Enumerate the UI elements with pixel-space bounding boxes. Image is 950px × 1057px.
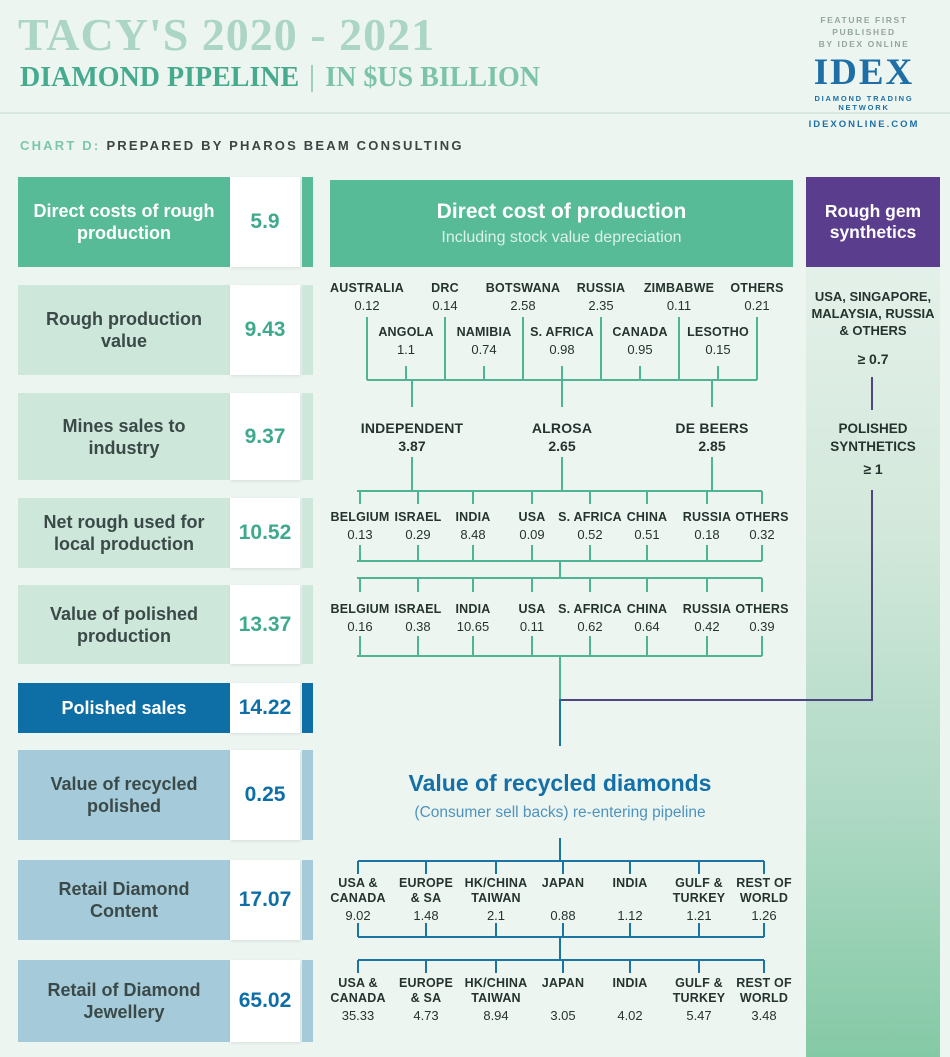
pipeline-row-label: Direct costs of rough production bbox=[18, 177, 230, 267]
node-label: REST OF WORLD bbox=[736, 876, 792, 905]
node-label: DE BEERS bbox=[675, 420, 749, 436]
pipeline-row-net-rough-used-for-local-production bbox=[18, 498, 313, 568]
node-label: INDIA bbox=[455, 510, 491, 524]
node-polished-production-india bbox=[455, 602, 490, 634]
pipeline-row-value: 5.9 bbox=[230, 177, 300, 267]
node-value: 2.35 bbox=[588, 298, 614, 313]
node-label: ISRAEL bbox=[394, 510, 442, 524]
pipeline-row-direct-costs-of-rough-production bbox=[18, 177, 313, 267]
node-value: 0.11 bbox=[666, 298, 692, 313]
node-cutting-centers-rough-china bbox=[627, 510, 668, 542]
header-divider bbox=[0, 112, 950, 114]
node-value: 2.85 bbox=[698, 438, 726, 454]
node-label: RUSSIA bbox=[682, 510, 732, 524]
pipeline-row-value: 9.37 bbox=[230, 393, 300, 480]
pipeline-row-value: 9.43 bbox=[230, 285, 300, 375]
node-label: USA & CANADA bbox=[330, 976, 386, 1005]
node-value: 1.26 bbox=[751, 908, 777, 923]
idex-logo: IDEX bbox=[813, 52, 915, 93]
node-label: OTHERS bbox=[735, 602, 789, 616]
node-value: 0.38 bbox=[405, 619, 431, 634]
node-value: 35.33 bbox=[341, 1008, 375, 1023]
pipeline-row-label: Rough production value bbox=[18, 285, 230, 375]
node-producers-row2-lesotho bbox=[687, 325, 749, 357]
node-label: EUROPE & SA bbox=[399, 876, 453, 905]
pipeline-row-value: 17.07 bbox=[230, 860, 300, 940]
node-miners-independent bbox=[361, 420, 464, 454]
node-label: BOTSWANA bbox=[485, 281, 561, 295]
node-value: 0.52 bbox=[577, 527, 603, 542]
pipeline-row-value-of-polished-production bbox=[18, 585, 313, 664]
node-value: 1.1 bbox=[396, 342, 416, 357]
node-retail-content-usa-canada bbox=[330, 876, 385, 923]
page-subtitle bbox=[20, 62, 540, 94]
pipeline-row-polished-sales bbox=[18, 683, 313, 733]
pipeline-row-rough-production-value bbox=[18, 285, 313, 375]
pipeline-row-value: 14.22 bbox=[230, 683, 300, 733]
pipeline-row-value: 13.37 bbox=[230, 585, 300, 664]
node-value: 0.29 bbox=[405, 527, 431, 542]
node-label: BELGIUM bbox=[330, 602, 390, 616]
node-label: USA bbox=[518, 510, 546, 524]
node-value: 3.87 bbox=[398, 438, 426, 454]
pipeline-row-value-of-recycled-polished bbox=[18, 750, 313, 840]
node-value: 0.18 bbox=[694, 527, 720, 542]
node-label: CHINA bbox=[626, 602, 668, 616]
node-label: HK/CHINA TAIWAN bbox=[464, 876, 528, 905]
node-label: S. AFRICA bbox=[558, 510, 622, 524]
pipeline-row-label: Retail of Diamond Jewellery bbox=[18, 960, 230, 1042]
node-retail-jewellery-rest-of-world bbox=[736, 976, 792, 1023]
pipeline-row-strip bbox=[302, 585, 313, 664]
node-label: ALROSA bbox=[531, 420, 593, 436]
node-label: RUSSIA bbox=[682, 602, 732, 616]
node-label: USA bbox=[518, 602, 546, 616]
node-value: 0.32 bbox=[749, 527, 775, 542]
node-label: CHINA bbox=[626, 510, 668, 524]
pipeline-row-retail-diamond-content bbox=[18, 860, 313, 940]
node-label: S. AFRICA bbox=[558, 602, 622, 616]
node-value: 2.1 bbox=[486, 908, 506, 923]
node-producers-row2-angola bbox=[378, 325, 433, 357]
node-value: 0.62 bbox=[577, 619, 603, 634]
node-label: USA & CANADA bbox=[330, 876, 386, 905]
node-retail-content-gulf-turkey bbox=[673, 876, 726, 923]
node-cutting-centers-rough-s-africa bbox=[558, 510, 622, 542]
node-retail-content-india bbox=[612, 876, 647, 923]
node-label: DRC bbox=[431, 281, 459, 295]
node-value: 5.47 bbox=[686, 1008, 712, 1023]
node-cutting-centers-rough-israel bbox=[394, 510, 441, 542]
idex-tagline: DIAMOND TRADING NETWORK bbox=[814, 94, 914, 112]
node-cutting-centers-rough-india bbox=[455, 510, 490, 542]
node-label: HK/CHINA TAIWAN bbox=[464, 976, 528, 1005]
node-cutting-centers-rough-russia bbox=[683, 510, 731, 542]
pipeline-row-strip bbox=[302, 683, 313, 733]
pipeline-row-label: Mines sales to industry bbox=[18, 393, 230, 480]
node-polished-production-usa bbox=[519, 602, 546, 634]
subtitle-divider bbox=[311, 65, 313, 92]
node-retail-jewellery-gulf-turkey bbox=[673, 976, 726, 1023]
pipeline-row-strip bbox=[302, 960, 313, 1042]
pipeline-row-retail-of-diamond-jewellery bbox=[18, 960, 313, 1042]
pipeline-row-strip bbox=[302, 498, 313, 568]
node-label: INDEPENDENT bbox=[360, 420, 464, 436]
subtitle-text: DIAMOND PIPELINE bbox=[20, 62, 300, 93]
node-value: 0.21 bbox=[744, 298, 770, 313]
node-value: 0.16 bbox=[347, 619, 373, 634]
node-label: S. AFRICA bbox=[530, 325, 594, 339]
node-value: 0.42 bbox=[694, 619, 720, 634]
node-label: NAMIBIA bbox=[456, 325, 512, 339]
node-value: 0.64 bbox=[634, 619, 660, 634]
node-producers-row2-namibia bbox=[457, 325, 512, 357]
pipeline-row-label: Retail Diamond Content bbox=[18, 860, 230, 940]
node-producers-row2-canada bbox=[612, 325, 667, 357]
pipeline-row-value: 10.52 bbox=[230, 498, 300, 568]
node-label: INDIA bbox=[455, 602, 491, 616]
node-label: RUSSIA bbox=[576, 281, 626, 295]
node-cutting-centers-rough-belgium bbox=[330, 510, 389, 542]
node-value: 1.21 bbox=[686, 908, 712, 923]
chart-credit-text: PREPARED BY PHAROS BEAM CONSULTING bbox=[106, 138, 464, 153]
node-label: GULF & TURKEY bbox=[672, 976, 726, 1005]
node-polished-production-others bbox=[735, 602, 788, 634]
node-retail-jewellery-europe-sa bbox=[399, 976, 453, 1023]
production-header bbox=[330, 180, 793, 267]
node-value: 0.12 bbox=[354, 298, 380, 313]
node-polished-production-israel bbox=[394, 602, 441, 634]
node-polished-production-s-africa bbox=[558, 602, 622, 634]
node-value: 2.58 bbox=[510, 298, 536, 313]
synthetics-origin-label: USA, SINGAPORE, MALAYSIA, RUSSIA & OTHERS bbox=[811, 289, 935, 338]
synthetics-header: Rough gem synthetics bbox=[806, 177, 940, 267]
pipeline-row-label: Net rough used for local production bbox=[18, 498, 230, 568]
node-value: 10.65 bbox=[456, 619, 490, 634]
node-miners-de-beers bbox=[675, 420, 748, 454]
node-label: INDIA bbox=[612, 976, 648, 990]
node-value: 0.39 bbox=[749, 619, 775, 634]
node-label: ZIMBABWE bbox=[643, 281, 715, 295]
node-retail-content-hk-china-taiwan bbox=[465, 876, 528, 923]
polished-synthetics-value: ≥ 1 bbox=[863, 461, 883, 477]
node-label: OTHERS bbox=[735, 510, 789, 524]
node-retail-jewellery-japan bbox=[542, 976, 584, 1023]
node-producers-row2-s-africa bbox=[530, 325, 594, 357]
node-value: 3.48 bbox=[751, 1008, 777, 1023]
node-value: 0.74 bbox=[471, 342, 497, 357]
subtitle-units: IN $US BILLION bbox=[325, 62, 540, 93]
node-producers-row1-others bbox=[730, 281, 783, 313]
node-value: 4.02 bbox=[617, 1008, 643, 1023]
node-label: LESOTHO bbox=[687, 325, 749, 339]
node-label: JAPAN bbox=[541, 976, 585, 990]
node-value: 2.65 bbox=[548, 438, 576, 454]
node-retail-jewellery-india bbox=[612, 976, 647, 1023]
node-retail-content-europe-sa bbox=[399, 876, 453, 923]
node-cutting-centers-rough-usa bbox=[519, 510, 546, 542]
node-retail-jewellery-hk-china-taiwan bbox=[465, 976, 528, 1023]
node-producers-row1-drc bbox=[431, 281, 459, 313]
node-retail-content-japan bbox=[542, 876, 584, 923]
node-value: 3.05 bbox=[550, 1008, 576, 1023]
chart-credit-line bbox=[20, 138, 464, 153]
node-label: REST OF WORLD bbox=[736, 976, 792, 1005]
node-label: ANGOLA bbox=[378, 325, 434, 339]
idex-website-link[interactable]: IDEXONLINE.COM bbox=[808, 119, 920, 130]
pipeline-row-strip bbox=[302, 860, 313, 940]
node-producers-row1-botswana bbox=[486, 281, 561, 313]
node-polished-production-belgium bbox=[330, 602, 389, 634]
node-label: ISRAEL bbox=[394, 602, 442, 616]
feature-credit-line2: BY IDEX ONLINE bbox=[818, 39, 910, 49]
pipeline-row-strip bbox=[302, 750, 313, 840]
node-value: 0.14 bbox=[432, 298, 458, 313]
node-label: EUROPE & SA bbox=[399, 976, 453, 1005]
node-label: BELGIUM bbox=[330, 510, 390, 524]
production-header-subtitle: Including stock value depreciation bbox=[441, 229, 682, 246]
node-label: CANADA bbox=[612, 325, 668, 339]
production-header-title: Direct cost of production bbox=[436, 200, 687, 223]
node-value: 0.88 bbox=[550, 908, 576, 923]
node-value: 0.95 bbox=[627, 342, 653, 357]
node-label: OTHERS bbox=[730, 281, 784, 295]
pipeline-row-label: Polished sales bbox=[18, 683, 230, 733]
node-cutting-centers-rough-others bbox=[735, 510, 788, 542]
node-label: AUSTRALIA bbox=[329, 281, 405, 295]
node-value: 9.02 bbox=[345, 908, 371, 923]
node-value: 0.15 bbox=[705, 342, 731, 357]
node-retail-content-rest-of-world bbox=[736, 876, 792, 923]
node-value: 0.51 bbox=[634, 527, 660, 542]
node-value: 8.94 bbox=[483, 1008, 509, 1023]
node-retail-jewellery-usa-canada bbox=[330, 976, 385, 1023]
node-value: 4.73 bbox=[413, 1008, 439, 1023]
pipeline-row-label: Value of polished production bbox=[18, 585, 230, 664]
pipeline-row-value: 65.02 bbox=[230, 960, 300, 1042]
node-value: 1.48 bbox=[413, 908, 439, 923]
pipeline-row-strip bbox=[302, 177, 313, 267]
pipeline-row-strip bbox=[302, 285, 313, 375]
node-polished-production-china bbox=[627, 602, 668, 634]
node-value: 8.48 bbox=[460, 527, 486, 542]
recycled-subtitle: (Consumer sell backs) re-entering pipeline bbox=[414, 804, 706, 821]
pipeline-row-strip bbox=[302, 393, 313, 480]
node-value: 1.12 bbox=[617, 908, 643, 923]
pipeline-row-mines-sales-to-industry bbox=[18, 393, 313, 480]
node-polished-production-russia bbox=[683, 602, 731, 634]
node-label: INDIA bbox=[612, 876, 648, 890]
chart-id-label: CHART D: bbox=[20, 138, 101, 153]
node-producers-row1-russia bbox=[577, 281, 625, 313]
polished-synthetics-label: POLISHED SYNTHETICS bbox=[830, 421, 916, 454]
recycled-title: Value of recycled diamonds bbox=[408, 770, 712, 796]
feature-credit-line1: FEATURE FIRST PUBLISHED bbox=[820, 15, 908, 37]
node-label: JAPAN bbox=[541, 876, 585, 890]
node-producers-row1-australia bbox=[330, 281, 404, 313]
page-title: TACY'S 2020 - 2021 bbox=[18, 9, 436, 60]
pipeline-row-label: Value of recycled polished bbox=[18, 750, 230, 840]
node-value: 0.13 bbox=[347, 527, 373, 542]
node-miners-alrosa bbox=[532, 420, 592, 454]
node-label: GULF & TURKEY bbox=[672, 876, 726, 905]
node-producers-row1-zimbabwe bbox=[644, 281, 714, 313]
pipeline-row-value: 0.25 bbox=[230, 750, 300, 840]
node-value: 0.98 bbox=[549, 342, 575, 357]
node-value: 0.11 bbox=[519, 619, 545, 634]
node-value: 0.09 bbox=[519, 527, 545, 542]
synthetics-origin-value: ≥ 0.7 bbox=[857, 351, 889, 367]
